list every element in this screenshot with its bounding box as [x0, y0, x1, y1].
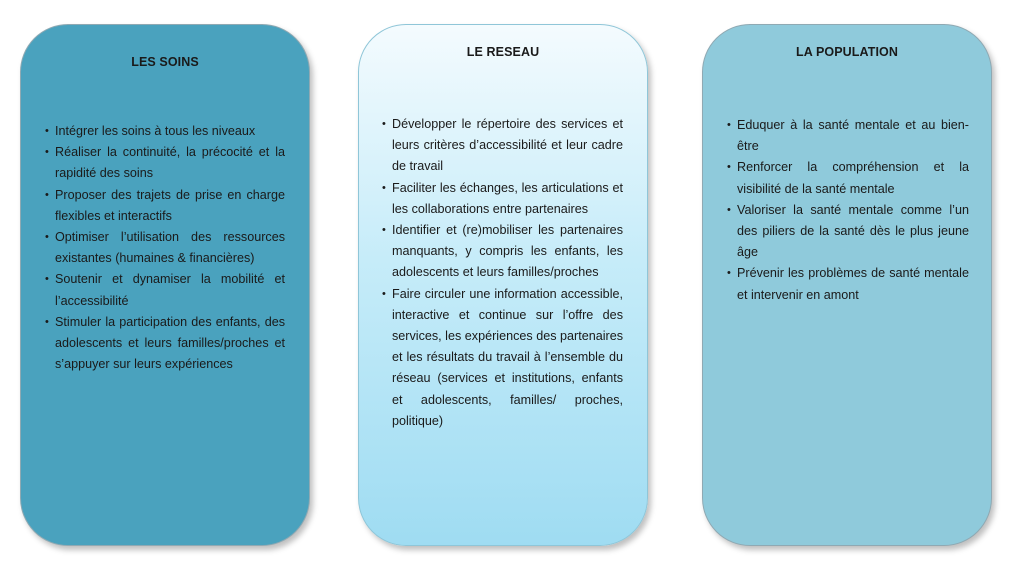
- list-item-text: Renforcer la compréhension et la visibilité de la santé mentale: [737, 160, 969, 196]
- bullet-icon: •: [727, 119, 731, 131]
- list-item: [382, 114, 623, 178]
- list-item: [45, 185, 285, 227]
- list-item-text: Faciliter les échanges, les articulations et les collaborations entre partenaires: [392, 180, 623, 216]
- list-item: [727, 115, 969, 157]
- panel-title: LES SOINS: [131, 55, 199, 69]
- list-item-text: Eduquer à la santé mentale et au bien-être: [737, 118, 969, 154]
- list-item-text: Faire circuler une information accessible, interactive et continue sur l’offre des services, les expériences des partenaires et les résultats du travail à l’ensemble du réseau (services et institutions, enfants et adolescents, familles/ proches, politique): [392, 286, 623, 428]
- bullet-icon: •: [727, 161, 731, 174]
- panel-le-reseau: [358, 24, 648, 546]
- bullet-icon: •: [45, 188, 49, 201]
- bullet-icon: •: [45, 273, 49, 286]
- list-item-text: Développer le répertoire des services et leurs critères d’accessibilité et leur cadre de travail: [392, 117, 623, 174]
- list-item: [727, 263, 969, 305]
- list-item: [382, 284, 623, 432]
- item-list: [382, 114, 623, 432]
- bullet-icon: •: [45, 231, 49, 244]
- bullet-icon: •: [45, 315, 49, 328]
- list-item-text: Soutenir et dynamiser la mobilité et l’accessibilité: [55, 272, 285, 308]
- bullet-icon: •: [45, 146, 49, 159]
- bullet-icon: •: [382, 118, 386, 130]
- bullet-icon: •: [382, 287, 386, 300]
- list-item-text: Identifier et (re)mobiliser les partenaires manquants, y compris les enfants, les adolescents et leurs familles/proches: [392, 223, 623, 280]
- list-item: [45, 142, 285, 184]
- item-list: [727, 115, 969, 306]
- list-item: [727, 200, 969, 264]
- item-list: [45, 121, 285, 375]
- list-item-text: Optimiser l’utilisation des ressources existantes (humaines & financières): [55, 230, 285, 266]
- list-item-text: Intégrer les soins à tous les niveaux: [55, 124, 256, 138]
- bullet-icon: •: [382, 224, 386, 237]
- panel-title: LA POPULATION: [796, 45, 898, 59]
- bullet-icon: •: [382, 181, 386, 194]
- list-item-text: Valoriser la santé mentale comme l’un des piliers de la santé dès le plus jeune âge: [737, 202, 969, 260]
- list-item: [382, 178, 623, 220]
- panel-title: LE RESEAU: [466, 45, 540, 59]
- bullet-icon: •: [727, 267, 731, 280]
- list-item: [45, 312, 285, 376]
- list-item: [45, 121, 285, 142]
- list-item: [45, 269, 285, 311]
- list-item-text: Réaliser la continuité, la précocité et la rapidité des soins: [55, 145, 285, 181]
- list-item-text: Prévenir les problèmes de santé mentale et intervenir en amont: [737, 266, 969, 302]
- list-item-text: Proposer des trajets de prise en charge flexibles et interactifs: [55, 187, 285, 223]
- panel-les-soins: [20, 24, 310, 546]
- bullet-icon: •: [727, 203, 731, 216]
- panel-la-population: [702, 24, 992, 546]
- list-item: [727, 157, 969, 199]
- list-item: [45, 227, 285, 269]
- list-item-text: Stimuler la participation des enfants, des adolescents et leurs familles/proches et s’appuyer sur leurs expériences: [55, 314, 285, 372]
- bullet-icon: •: [45, 125, 49, 137]
- list-item: [382, 220, 623, 284]
